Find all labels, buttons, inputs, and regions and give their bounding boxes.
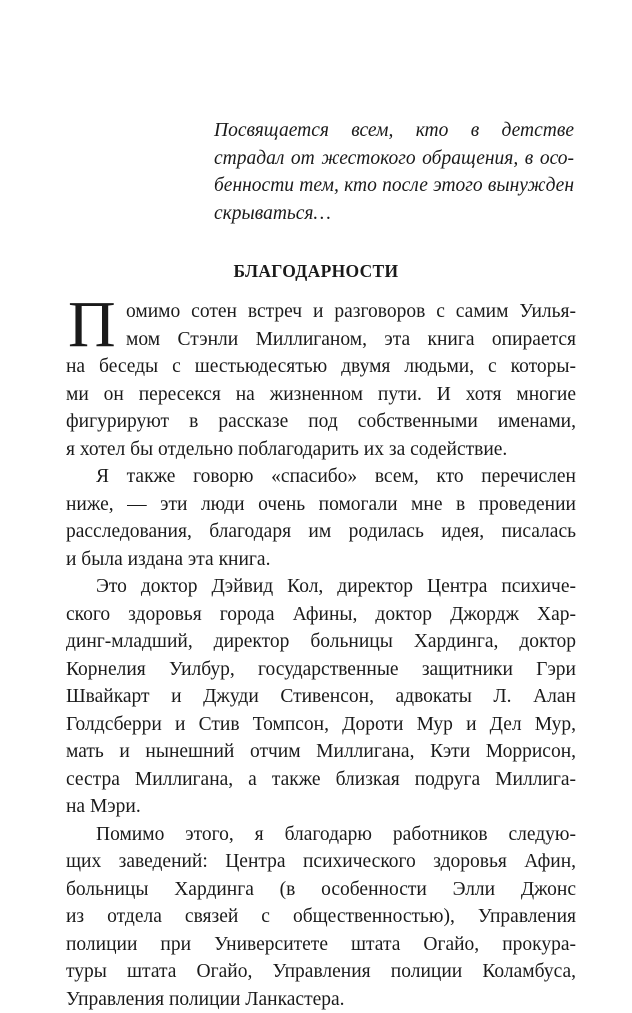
dedication-line: Посвящается всем, кто в детстве (214, 118, 574, 146)
text-line: фигурируют в рассказе под собственными именами, (66, 408, 576, 436)
text-line: Голдсберри и Стив Томпсон, Дороти Мур и Дел Мур, (66, 711, 576, 739)
text-line: Помимо этого, я благодарю работников следую- (66, 821, 576, 849)
text-line: Я также говорю «спасибо» всем, кто перечислен (66, 463, 576, 491)
dedication-line: скрываться… (214, 201, 574, 229)
paragraph-2 (66, 463, 576, 573)
text-line: динг-младший, директор больницы Хардинга, доктор (66, 628, 576, 656)
text-line: ми он пересекся на жизненном пути. И хотя многие (66, 381, 576, 409)
drop-cap: П (68, 294, 116, 356)
text-line: Управления полиции Ланкастера. (66, 986, 576, 1013)
text-line: больницы Хардинга (в особенности Элли Джонс (66, 876, 576, 904)
text-line: на Мэри. (66, 793, 576, 821)
paragraph-1 (66, 298, 576, 463)
text-line: из отдела связей с общественностью), Управления (66, 903, 576, 931)
text-line: сестра Миллигана, а также близкая подруга Миллига- (66, 766, 576, 794)
text-line: мать и нынешний отчим Миллигана, Кэти Моррисон, (66, 738, 576, 766)
text-line: и была издана эта книга. (66, 546, 576, 574)
dedication (214, 118, 574, 228)
text-line: я хотел бы отдельно поблагодарить их за содействие. (66, 436, 576, 464)
text-line: на беседы с шестьюдесятью двумя людьми, с которы- (66, 353, 576, 381)
text-line: Корнелия Уилбур, государственные защитники Гэри (66, 656, 576, 684)
text-line: Это доктор Дэйвид Кол, директор Центра психиче- (66, 573, 576, 601)
text-line: мом Стэнли Миллиганом, эта книга опирается (66, 326, 576, 354)
section-heading: БЛАГОДАРНОСТИ (0, 260, 632, 282)
text-line: полиции при Университете штата Огайо, прокура- (66, 931, 576, 959)
text-line: ниже, — эти люди очень помогали мне в проведении (66, 491, 576, 519)
text-line: Швайкарт и Джуди Стивенсон, адвокаты Л. Алан (66, 683, 576, 711)
text-line: туры штата Огайо, Управления полиции Коламбуса, (66, 958, 576, 986)
text-line: ского здоровья города Афины, доктор Джордж Хар- (66, 601, 576, 629)
paragraph-4 (66, 821, 576, 1013)
paragraph-3 (66, 573, 576, 821)
dedication-line: бенности тем, кто после этого вынужден (214, 173, 574, 201)
text-line: расследования, благодаря им родилась идея, писалась (66, 518, 576, 546)
text-line: омимо сотен встреч и разговоров с самим Уилья- (66, 298, 576, 326)
dedication-line: страдал от жестокого обращения, в осо- (214, 146, 574, 174)
text-line: щих заведений: Центра психического здоровья Афин, (66, 848, 576, 876)
body-text (66, 298, 576, 1013)
